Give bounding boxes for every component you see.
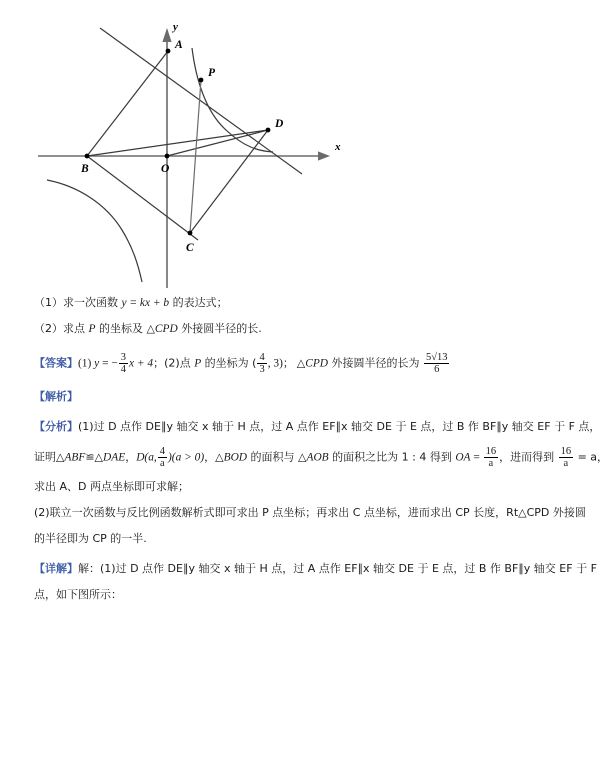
label-point-C: C xyxy=(186,242,194,254)
analysis-line-4 xyxy=(34,506,586,521)
answer-part1-tail: x + 4 xyxy=(129,357,154,370)
label-x-axis: x xyxy=(335,141,341,153)
analysis-line-3-text: 求出 A、D 两点坐标即可求解； xyxy=(34,480,189,494)
answer-separator-1: ； xyxy=(153,356,165,370)
answer-part3-triangle: △ xyxy=(296,356,306,370)
answer-part3-fraction xyxy=(424,352,449,375)
question-1-number: （1） xyxy=(34,296,63,309)
point-O xyxy=(165,154,170,159)
analysis-l2-oa: OA xyxy=(455,451,471,464)
question-2-number: （2） xyxy=(34,322,63,336)
answer-part2-text: 的坐标为 ( xyxy=(201,356,257,370)
analysis-header-label: 【解析】 xyxy=(34,390,78,404)
answer-part2-text2: , 3) xyxy=(267,357,283,370)
point-D xyxy=(266,128,271,133)
label-point-D: D xyxy=(275,118,284,130)
point-C xyxy=(188,231,193,236)
label-point-B: B xyxy=(81,163,89,175)
answer-separator-2: ； xyxy=(282,356,294,370)
hyperbola-branch-upper xyxy=(192,48,273,152)
solution-header: 【详解】 xyxy=(34,562,78,576)
point-B xyxy=(85,154,90,159)
fraction-numerator: 3 xyxy=(120,352,126,364)
solution-line-1-text: 解：(1)过 D 点作 DE∥y 轴交 x 轴于 H 点，过 A 点作 EF∥x 轴交 DE 于 E 点，过 B 作 BF∥y 轴交 EF 于 F xyxy=(78,562,597,576)
question-1-prefix: 求一次函数 xyxy=(63,296,122,309)
answer-part1-fraction xyxy=(119,352,128,375)
x-axis-arrow xyxy=(318,151,330,160)
point-P xyxy=(199,78,204,83)
answer-part3-text: 外接圆半径的长为 xyxy=(328,356,424,370)
analysis-l2-p: = a， xyxy=(574,450,609,464)
analysis-l2-cong: ≌△ xyxy=(85,450,104,464)
label-point-P: P xyxy=(208,67,216,79)
text-body xyxy=(34,296,609,614)
answer-part1-eq: = − xyxy=(99,357,118,370)
analysis-l2-n: = xyxy=(470,451,483,464)
analysis-l2-o: ，进而得到 xyxy=(499,450,558,464)
figure-svg xyxy=(30,8,360,293)
analysis-l2-g: )(a > 0) xyxy=(167,451,205,464)
analysis-l2-bod: BOD xyxy=(223,451,248,464)
analysis-line-3 xyxy=(34,480,580,495)
analysis-l2-fraction-3 xyxy=(559,446,573,469)
question-2 xyxy=(34,322,580,337)
geometry-figure xyxy=(30,8,360,293)
answer-part3-var: CPD xyxy=(305,357,329,370)
fraction-numerator: 16 xyxy=(560,446,572,458)
fraction-numerator: 4 xyxy=(259,352,265,364)
answer-line xyxy=(34,352,580,375)
segment-BD xyxy=(87,130,268,156)
analysis-line-5 xyxy=(34,532,580,547)
hyperbola-branch-lower xyxy=(47,180,142,282)
fraction-denominator: 4 xyxy=(120,364,126,376)
label-point-O: O xyxy=(161,163,170,175)
analysis-line-1 xyxy=(34,420,601,435)
question-2-suffix: 外接圆半径的长. xyxy=(177,322,262,336)
analysis-line-4-text: (2)联立一次函数与反比例函数解析式即可求出 P 点坐标；再求出 C 点坐标，进而求出 CP 长度，Rt△CPD 外接圆 xyxy=(34,506,586,520)
fraction-denominator: a xyxy=(563,458,569,470)
analysis-line-1-text: (1)过 D 点作 DE∥y 轴交 x 轴于 H 点，过 A 点作 EF∥x 轴交 DE 于 E 点，过 B 作 BF∥y 轴交 EF 于 F 点， xyxy=(78,420,601,434)
question-2-var-cpd: CPD xyxy=(154,323,178,336)
linear-function-line xyxy=(100,28,302,174)
label-y-axis: y xyxy=(173,21,178,33)
point-A xyxy=(166,49,171,54)
analysis-l2-abf: ABF xyxy=(64,451,86,464)
solution-line-1 xyxy=(34,562,597,577)
fraction-denominator: a xyxy=(488,458,494,470)
analysis-l2-j: 的面积与 △ xyxy=(247,450,307,464)
segment-CD xyxy=(190,130,268,233)
fraction-denominator: 6 xyxy=(434,364,440,376)
fraction-denominator: a xyxy=(160,458,165,470)
fraction-numerator: 4 xyxy=(159,446,165,458)
analysis-l2-d-coord: D(a, xyxy=(136,451,157,464)
label-point-A: A xyxy=(175,39,183,51)
analysis-l2-fraction-2 xyxy=(484,446,498,469)
analysis-l2-dae: DAE xyxy=(103,451,126,464)
analysis-label: 【分析】 xyxy=(34,420,78,434)
segment-BC xyxy=(87,156,198,240)
analysis-line-5-text: 的半径即为 CP 的一半. xyxy=(34,532,147,546)
question-2-mid: 的坐标及 △ xyxy=(95,322,155,336)
analysis-l2-fraction-1 xyxy=(158,446,167,469)
analysis-l2-h: ，△ xyxy=(204,450,224,464)
question-1-suffix: 的表达式； xyxy=(169,296,228,309)
fraction-numerator: 16 xyxy=(485,446,497,458)
solution-line-2-text: 点，如下图所示： xyxy=(34,588,122,602)
y-axis-arrow xyxy=(162,28,171,42)
answer-header: 【答案】 xyxy=(34,356,78,370)
answer-part2-var: P xyxy=(194,357,202,370)
question-2-var-p: P xyxy=(88,323,96,336)
answer-part2-fraction xyxy=(257,352,266,375)
analysis-l2-aob: AOB xyxy=(306,451,329,464)
analysis-l2-a: 证明△ xyxy=(34,450,65,464)
solution-line-2 xyxy=(34,588,580,603)
question-2-prefix: 求点 xyxy=(63,322,89,336)
analysis-section-header xyxy=(34,390,580,405)
answer-part1-lhs: y xyxy=(94,357,100,370)
analysis-l2-l: 的面积之比为 1 : 4 得到 xyxy=(328,450,456,464)
answer-part2-label: (2)点 xyxy=(164,356,195,370)
analysis-l2-comma: ， xyxy=(125,450,137,464)
fraction-denominator: 3 xyxy=(259,364,265,376)
analysis-line-2 xyxy=(34,446,609,470)
question-1 xyxy=(34,296,580,311)
question-1-formula: y = kx + b xyxy=(121,297,170,309)
segment-AB xyxy=(87,51,168,156)
segment-OD xyxy=(167,130,268,156)
answer-part1-label: (1) xyxy=(78,357,92,370)
fraction-numerator: 5√13 xyxy=(426,352,448,364)
